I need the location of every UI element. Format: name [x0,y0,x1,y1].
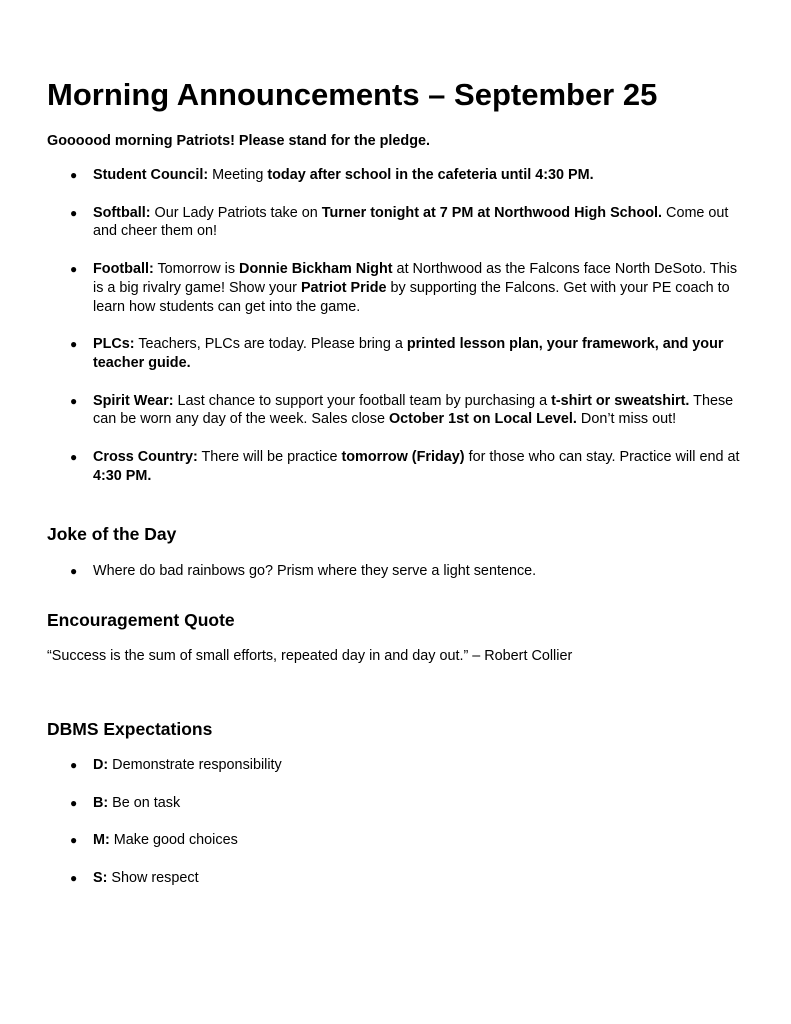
joke-heading: Joke of the Day [47,524,177,544]
text-run: at Northwood as the Falcons face North DeSoto. This is a big rivalry game! Show your [93,261,738,296]
list-item-text [93,795,180,811]
list-item-text [93,167,594,183]
bold-text-run: Donnie Bickham Night [239,261,393,278]
list-item-text [93,393,733,428]
list-item-d [47,756,747,775]
bullet-icon: ● [70,205,78,220]
bold-text-run: B: [93,794,109,811]
list-item-text [93,870,199,886]
text-run: for those who can stay. Practice will end at [464,449,740,466]
text-run: Meeting [208,167,268,183]
list-item-football [47,260,747,316]
bold-text-run: S: [93,869,108,886]
list-item-text [93,205,728,240]
text-run: Be on task [108,794,181,811]
list-item-spirit-wear [47,392,747,429]
text-run: There will be practice [197,449,342,466]
list-item-m [47,831,747,850]
bold-text-run: D: [93,757,109,773]
bold-text-run: t-shirt or sweatshirt. [551,392,690,409]
list-item-student-council [47,166,747,185]
bold-text-run: Softball: [93,204,151,221]
list-item-s [47,869,747,888]
list-item-text [93,336,724,371]
list-item-joke [47,562,747,581]
list-item-plcs [47,335,747,372]
text-run: Teachers, PLCs are today. Please bring a [134,336,407,353]
list-item-b [47,794,747,813]
bullet-icon: ● [70,393,78,408]
list-item-text [93,757,282,773]
text-run: Where do bad rainbows go? Prism where they serve a light sentence. [93,563,537,579]
text-run: Our Lady Patriots take on [150,204,322,221]
bold-text-run: Spirit Wear: [93,392,174,409]
quote-heading: Encouragement Quote [47,610,235,630]
text-run: Don’t miss out! [576,411,677,428]
greeting-text: Goooood morning Patriots! Please stand for the pledge. [47,133,430,149]
bullet-icon: ● [70,337,78,352]
dbms-heading: DBMS Expectations [47,719,213,739]
dbms-expectations-list [47,756,747,906]
list-item-text [93,832,238,848]
text-run: Tomorrow is [153,261,240,278]
bullet-icon: ● [70,450,78,465]
text-run: Demonstrate responsibility [108,757,282,773]
text-run: by supporting the Falcons. Get with your PE coach to learn how students can get into the game. [93,279,730,315]
list-item-cross-country [47,448,747,485]
bold-text-run: Patriot Pride [300,279,387,296]
bold-text-run: M: [93,832,110,848]
list-item-text [93,563,536,579]
text-run: Show respect [107,869,199,886]
bold-text-run: Student Council: [93,167,209,183]
bold-text-run: Turner tonight at 7 PM at Northwood High School. [321,204,663,221]
list-item-text [93,261,737,314]
list-item-text [93,449,739,484]
bold-text-run: Cross Country: [93,449,198,466]
bullet-icon: ● [70,795,78,810]
bullet-icon: ● [70,564,78,578]
bold-text-run: today after school in the cafeteria until 4:30 PM. [267,167,594,183]
bullet-icon: ● [70,168,78,182]
text-run: These can be worn any day of the week. Sales close [93,392,734,428]
announcements-list [47,166,747,504]
text-run: Make good choices [109,832,238,848]
bold-text-run: tomorrow (Friday) [341,449,465,466]
joke-list [47,562,747,581]
bullet-icon: ● [70,870,78,885]
page-title: Morning Announcements – September 25 [47,77,658,112]
bold-text-run: 4:30 PM. [93,467,152,484]
bold-text-run: PLCs: [93,336,135,353]
bold-text-run: October 1st on Local Level. [388,411,577,428]
bullet-icon: ● [70,262,78,277]
text-run: Last chance to support your football team by purchasing a [173,392,552,409]
quote-text: “Success is the sum of small efforts, repeated day in and day out.” – Robert Collier [47,648,573,664]
list-item-softball [47,204,747,241]
bold-text-run: printed lesson plan, your framework, and your teacher guide. [93,336,724,371]
bullet-icon: ● [70,833,78,847]
text-run: Come out and cheer them on! [93,204,729,240]
bullet-icon: ● [70,758,78,772]
bold-text-run: Football: [93,261,154,278]
